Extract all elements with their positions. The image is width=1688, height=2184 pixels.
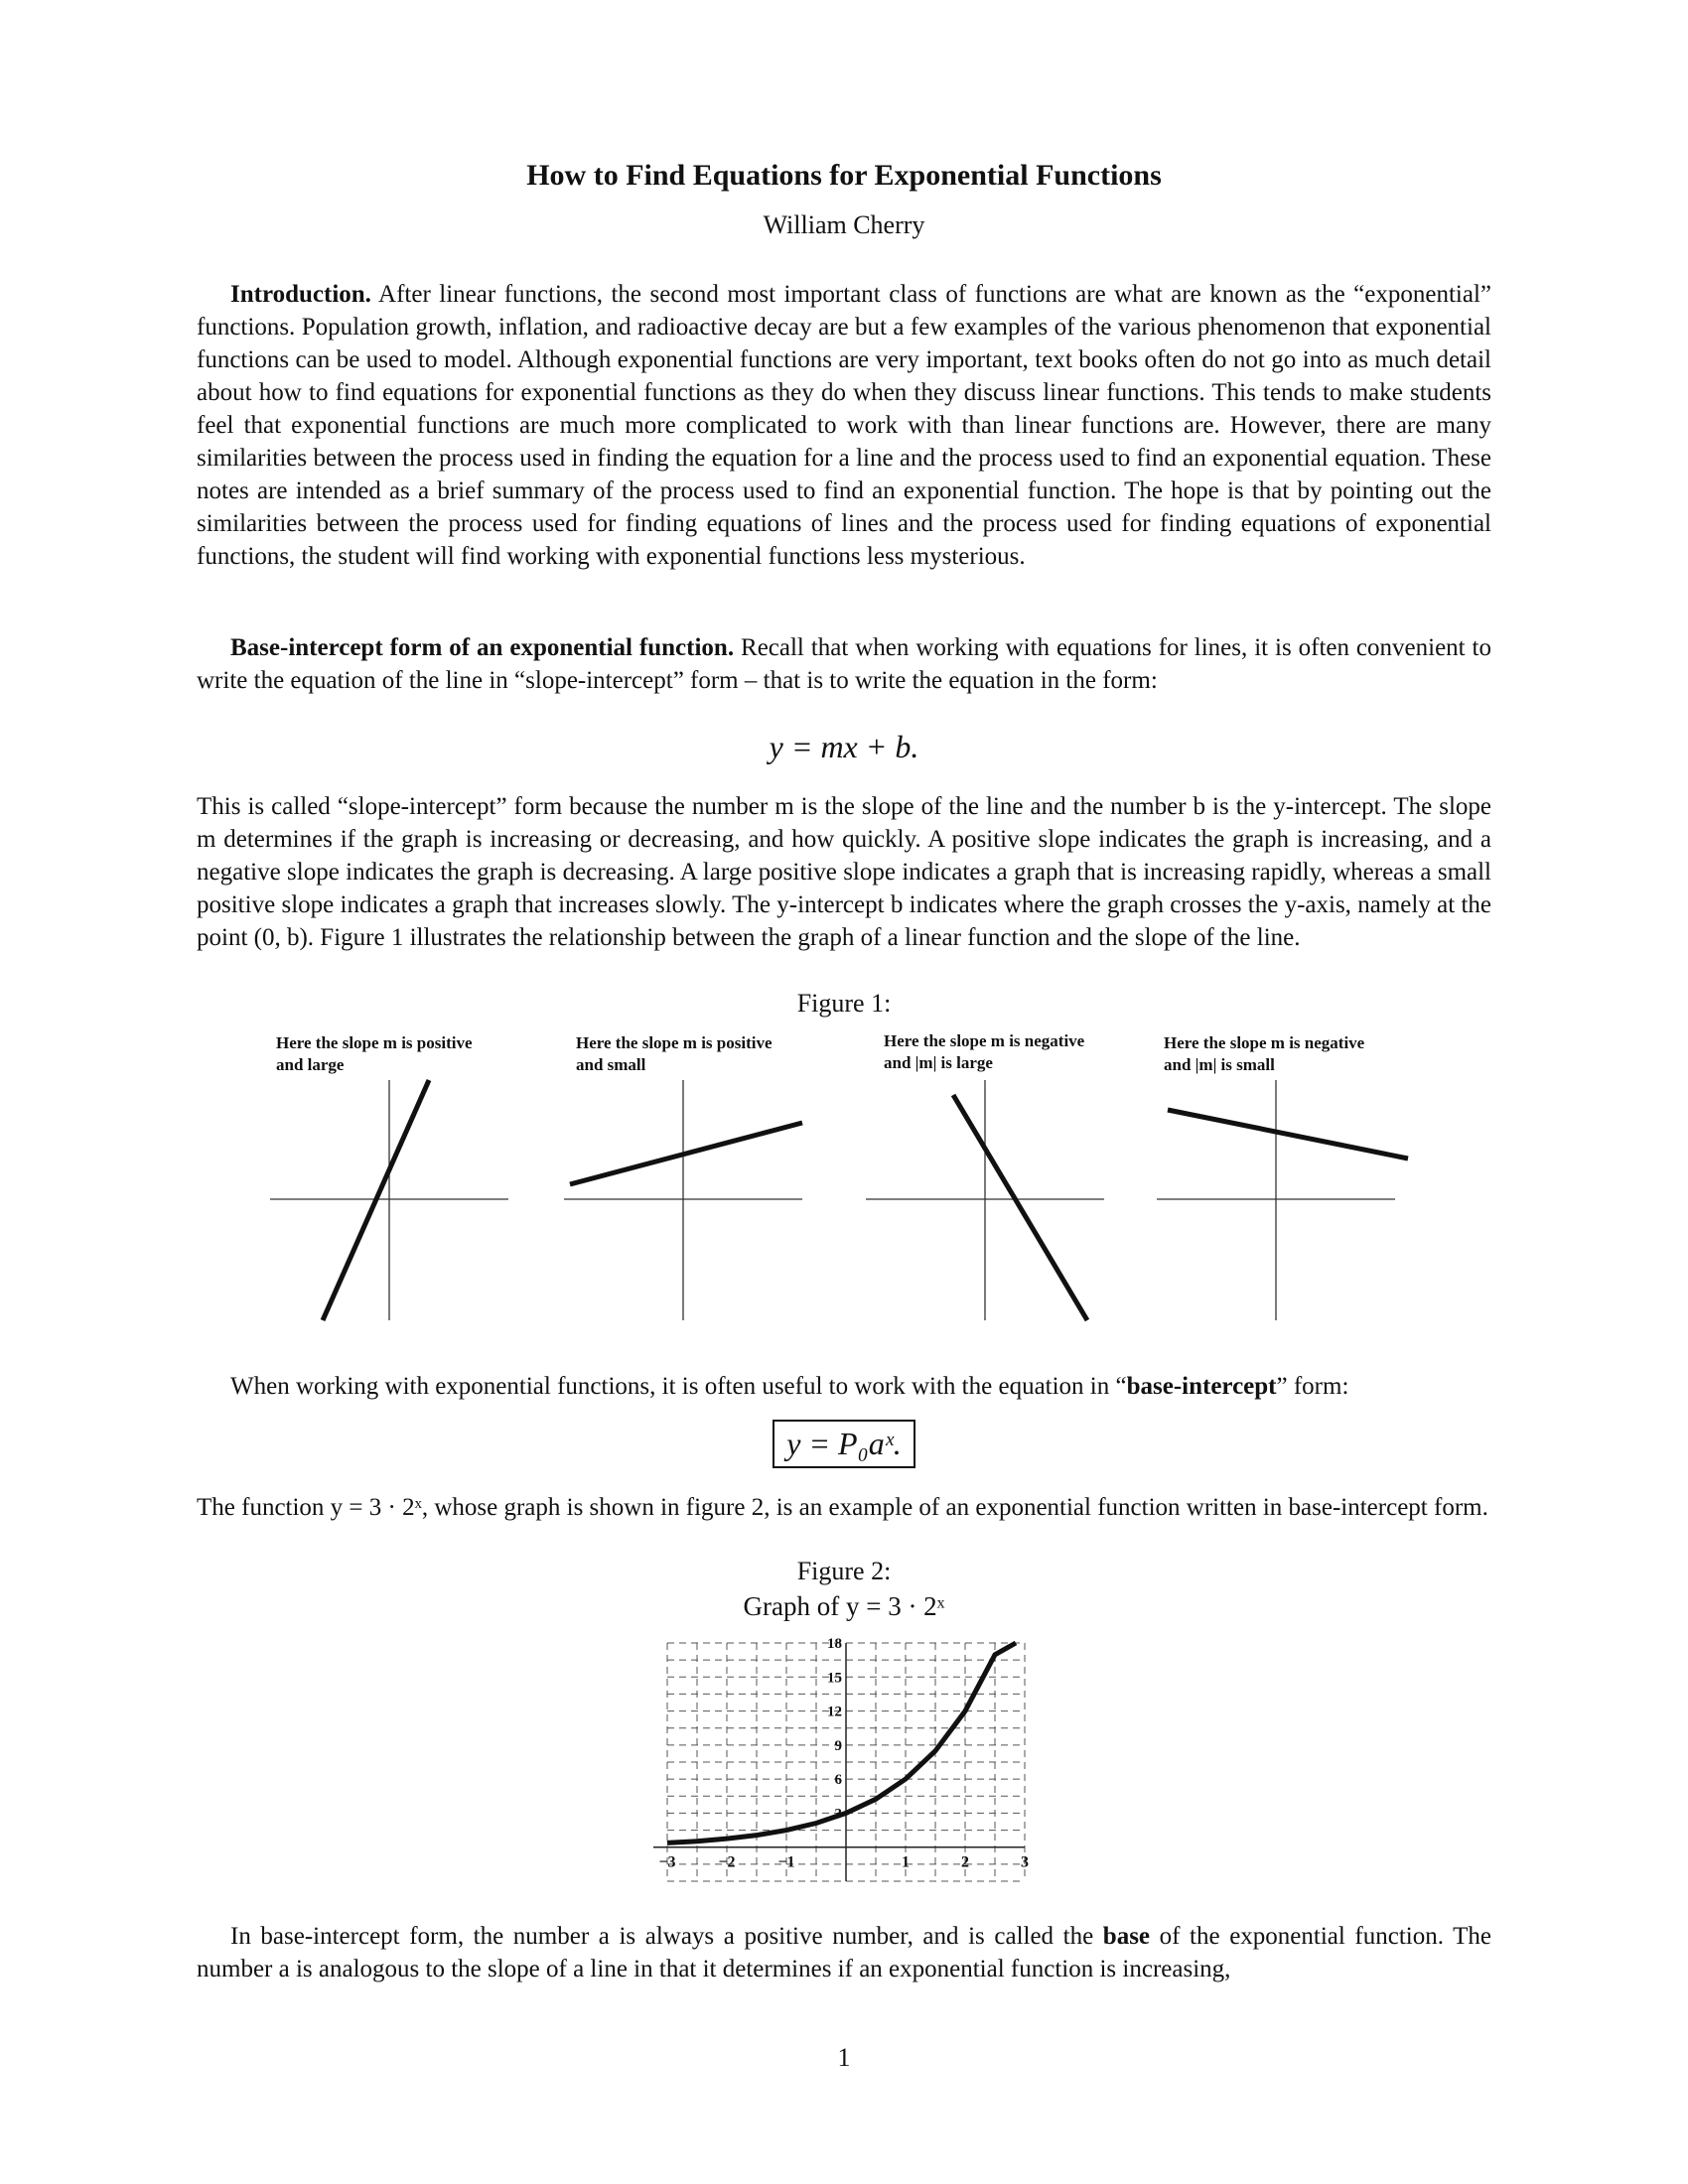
- author-name: William Cherry: [763, 210, 925, 239]
- y-tick-label: 3: [834, 1806, 842, 1823]
- base-intro-bold: base-intercept: [1126, 1373, 1277, 1400]
- figure1-label: Figure 1:: [796, 989, 892, 1018]
- base-definition-text-before: In base-intercept form, the number a is always a positive number, and is called the: [230, 1923, 1103, 1950]
- x-tick-label: 1: [902, 1853, 910, 1871]
- y-tick-label: 15: [827, 1670, 842, 1687]
- caption-2-line-2: and small: [576, 1055, 646, 1074]
- caption-2-line-1: Here the slope m is positive: [576, 1033, 773, 1052]
- caption-4-line-2: and |m| is small: [1164, 1055, 1275, 1074]
- x-tick-label: −2: [718, 1853, 736, 1871]
- y-tick-label: 9: [834, 1737, 842, 1754]
- caption-3-line-1: Here the slope m is negative: [884, 1031, 1085, 1050]
- base-intro-text-after: ” form:: [1276, 1373, 1349, 1400]
- y-tick-label: 6: [834, 1772, 842, 1789]
- base-intercept-text: Recall that when working with equations for lines, it is often convenient to write the equation of the line in “slope-intercept” form – that is to write the equation in the form:: [197, 634, 1491, 694]
- exp-equation-boxed: y = P₀aˣ.: [773, 1420, 915, 1468]
- page-number: 1: [837, 2043, 851, 2072]
- base-definition-section: [197, 1920, 1491, 1985]
- base-intro-text-before: When working with exponential functions, it is often useful to work with the equation in “: [230, 1373, 1127, 1400]
- chart-tick-labels: [658, 1636, 1029, 1871]
- paper-title: How to Find Equations for Exponential Functions: [526, 159, 1162, 192]
- figure2-label: Figure 2:: [796, 1557, 892, 1585]
- base-definition-bold: base: [1102, 1923, 1151, 1950]
- base-definition-paragraph: [197, 1920, 1491, 1985]
- slope-paragraph: This is called “slope-intercept” form because the number m is the slope of the line and the number b is the y-intercept. The slope m determines if the graph is increasing or decreasing, and how quickly. A positive slope indicates the graph is increasing, and a negative slope indicates the graph is decreasing. A large positive slope indicates a graph that is increasing rapidly, whereas a small positive slope indicates a graph that increases slowly. The y-intercept b indicates where the graph crosses the y-axis, namely at the point (0, b). Figure 1 illustrates the relationship between the graph of a linear function and the slope of the line.: [197, 793, 1491, 951]
- x-tick-label: 2: [961, 1853, 969, 1871]
- slope-intercept-equation: y = mx + b.: [769, 729, 919, 764]
- intro-heading: Introduction.: [230, 281, 371, 308]
- base-definition-text-after: of the exponential function. The number a is analogous to the slope of a line in that it determines if an exponential function is increasing,: [197, 1923, 1491, 1982]
- x-tick-label: −3: [658, 1853, 676, 1871]
- y-tick-label: 18: [827, 1636, 842, 1652]
- caption-4-line-1: Here the slope m is negative: [1164, 1033, 1365, 1052]
- x-tick-label: 3: [1021, 1853, 1029, 1871]
- caption-3-line-2: and |m| is large: [884, 1053, 993, 1072]
- caption-1-line-1: Here the slope m is positive: [276, 1033, 473, 1052]
- intro-text: After linear functions, the second most important class of functions are what are known as the “exponential” functions. Population growth, inflation, and radioactive decay are but a few examples of the various phenomenon that exponential functions can be used to model. Although exponential functions are very important, text books often do not go into as much detail about how to find equations for exponential functions as they do when they discuss linear functions. This tends to make students feel that exponential functions are much more complicated to work with than linear functions are. However, there are many similarities between the process used in finding the equation for a line and the process used to find an exponential equation. These notes are intended as a brief summary of the process used to find an exponential function. The hope is that by pointing out the similarities between the process used for finding equations of lines and the process used for finding equations of exponential functions, the student will find working with exponential functions less mysterious.: [197, 281, 1491, 570]
- caption-1-line-2: and large: [276, 1055, 345, 1074]
- y-tick-label: 12: [827, 1704, 842, 1720]
- base-intercept-heading: Base-intercept form of an exponential function.: [230, 634, 735, 661]
- x-tick-label: −1: [777, 1853, 795, 1871]
- figure2-title: Graph of y = 3 · 2ˣ: [743, 1591, 945, 1621]
- example-paragraph: The function y = 3 · 2ˣ, whose graph is shown in figure 2, is an example of an exponential function written in base-intercept form.: [197, 1494, 1488, 1521]
